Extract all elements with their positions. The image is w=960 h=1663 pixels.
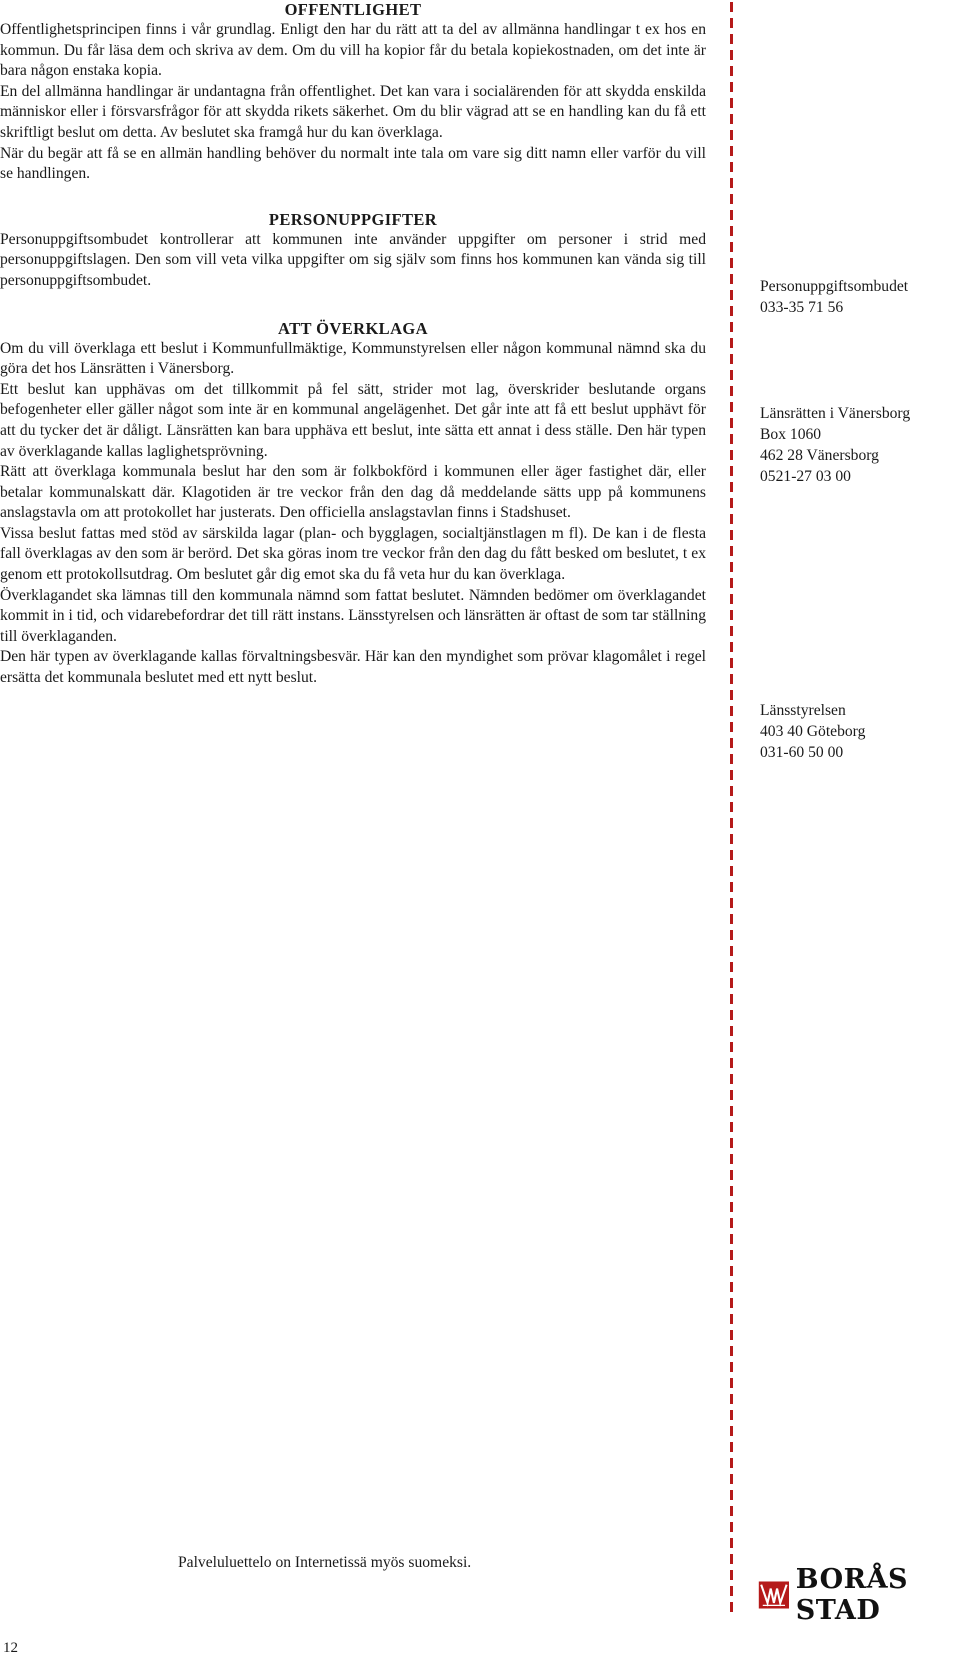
main-column [0, 0, 706, 689]
boras-stad-logo [758, 1564, 960, 1626]
page-number: 12 [3, 1640, 18, 1656]
paragraph: Ett beslut kan upphävas om det tillkommit på fel sätt, strider mot lag, överskrider beslutande organs befogenheter eller gäller något som inte är en kommunal angelägenhet. Det går inte att få ett beslut upphävt för att du tycker det är dåligt. Länsrätten kan bara upphäva ett beslut, inte sätta ett annat i dess ställe. Den här typen av överklagande kallas laglighetsprövning. [0, 380, 706, 460]
paragraph: Personuppgiftsombudet kontrollerar att kommunen inte använder uppgifter om personer i strid med personuppgiftslagen. Den som vill veta vilka uppgifter om sig själv som finns hos kommunen kan vända sig till personuppgiftsombudet. [0, 230, 706, 289]
paragraph: En del allmänna handlingar är undantagna från offentlighet. Det kan vara i socialärenden för att skydda enskilda människor eller i försvarsfrågor för att skydda rikets säkerhet. Om du blir vägrad att se en handling kan du få ett skriftligt beslut om detta. Av beslutet ska framgå hur du kan överklaga. [0, 82, 706, 141]
paragraph: Vissa beslut fattas med stöd av särskilda lagar (plan- och bygglagen, socialtjänstlagen m fl). De kan i de flesta fall överklagas av den som är berörd. Det ska göras inom tre veckor från den dag du fått besked om beslutet, t ex genom ett protokollsutdrag. Om beslutet går dig emot ska du få veta hur du kan överklaga. [0, 524, 706, 584]
contact-ombud [760, 276, 960, 318]
footer-note: Palveluluettelo on Internetissä myös suomeksi. [178, 1554, 472, 1571]
logo-text: BORÅS STAD [795, 1564, 909, 1626]
heading-overklaga: ATT ÖVERKLAGA [278, 318, 428, 338]
contact-line: Länsstyrelsen [760, 702, 846, 719]
paragraph: Överklagandet ska lämnas till den kommunala nämnd som fattat beslutet. Nämnden bedömer om överklagandet kommit in i tid, och vidarebefordrar det till rätt instans. Länsstyrelsen och länsrätten är oftast de som tar ställning till överklaganden. [0, 586, 706, 645]
coat-of-arms-icon [758, 1577, 790, 1613]
paragraph: Den här typen av överklagande kallas förvaltningsbesvär. Här kan den myndighet som prövar klagomålet i regel ersätta det kommunala beslutet med ett nytt beslut. [0, 648, 706, 687]
contact-line: Box 1060 [760, 426, 822, 443]
contact-lansstyrelsen [760, 700, 960, 763]
heading-offentlighet: OFFENTLIGHET [284, 0, 422, 19]
heading-personuppgifter: PERSONUPPGIFTER [268, 209, 438, 229]
contact-line: 031-60 50 00 [760, 744, 844, 761]
section-offentlighet [0, 0, 706, 185]
contact-line: Länsrätten i Vänersborg [760, 405, 911, 422]
contact-lansratten [760, 403, 960, 487]
section-overklaga [0, 319, 706, 689]
contact-line: 0521-27 03 00 [760, 468, 851, 485]
paragraph: Om du vill överklaga ett beslut i Kommunfullmäktige, Kommunstyrelsen eller någon kommunal nämnd ska du göra det hos Länsrätten i Vänersborg. [0, 339, 706, 378]
dashed-divider [730, 2, 733, 1612]
paragraph: Rätt att överklaga kommunala beslut har den som är folkbokförd i kommunen eller äger fastighet där, eller betalar kommunalskatt där. Klagotiden är tre veckor från den dag då meddelande sätts upp på kommunens anslagstavla om att protokollet har justerats. Den officiella anslagstavlan finns i Stadshuset. [0, 463, 706, 522]
contact-line: 403 40 Göteborg [760, 723, 866, 740]
contact-line: 462 28 Vänersborg [760, 447, 879, 464]
contact-line: Personuppgiftsombudet [760, 278, 909, 295]
paragraph: När du begär att få se en allmän handling behöver du normalt inte tala om vare sig ditt namn eller varför du vill se handlingen. [0, 144, 706, 183]
contact-line: 033-35 71 56 [760, 299, 844, 316]
section-personuppgifter [0, 210, 706, 292]
paragraph: Offentlighetsprincipen finns i vår grundlag. Enligt den har du rätt att ta del av allmänna handlingar t ex hos en kommun. Du får läsa dem och skriva av dem. Om du vill ha kopior får du betala kopiekostnaden, om det inte är bara någon enstaka kopia. [0, 21, 706, 80]
